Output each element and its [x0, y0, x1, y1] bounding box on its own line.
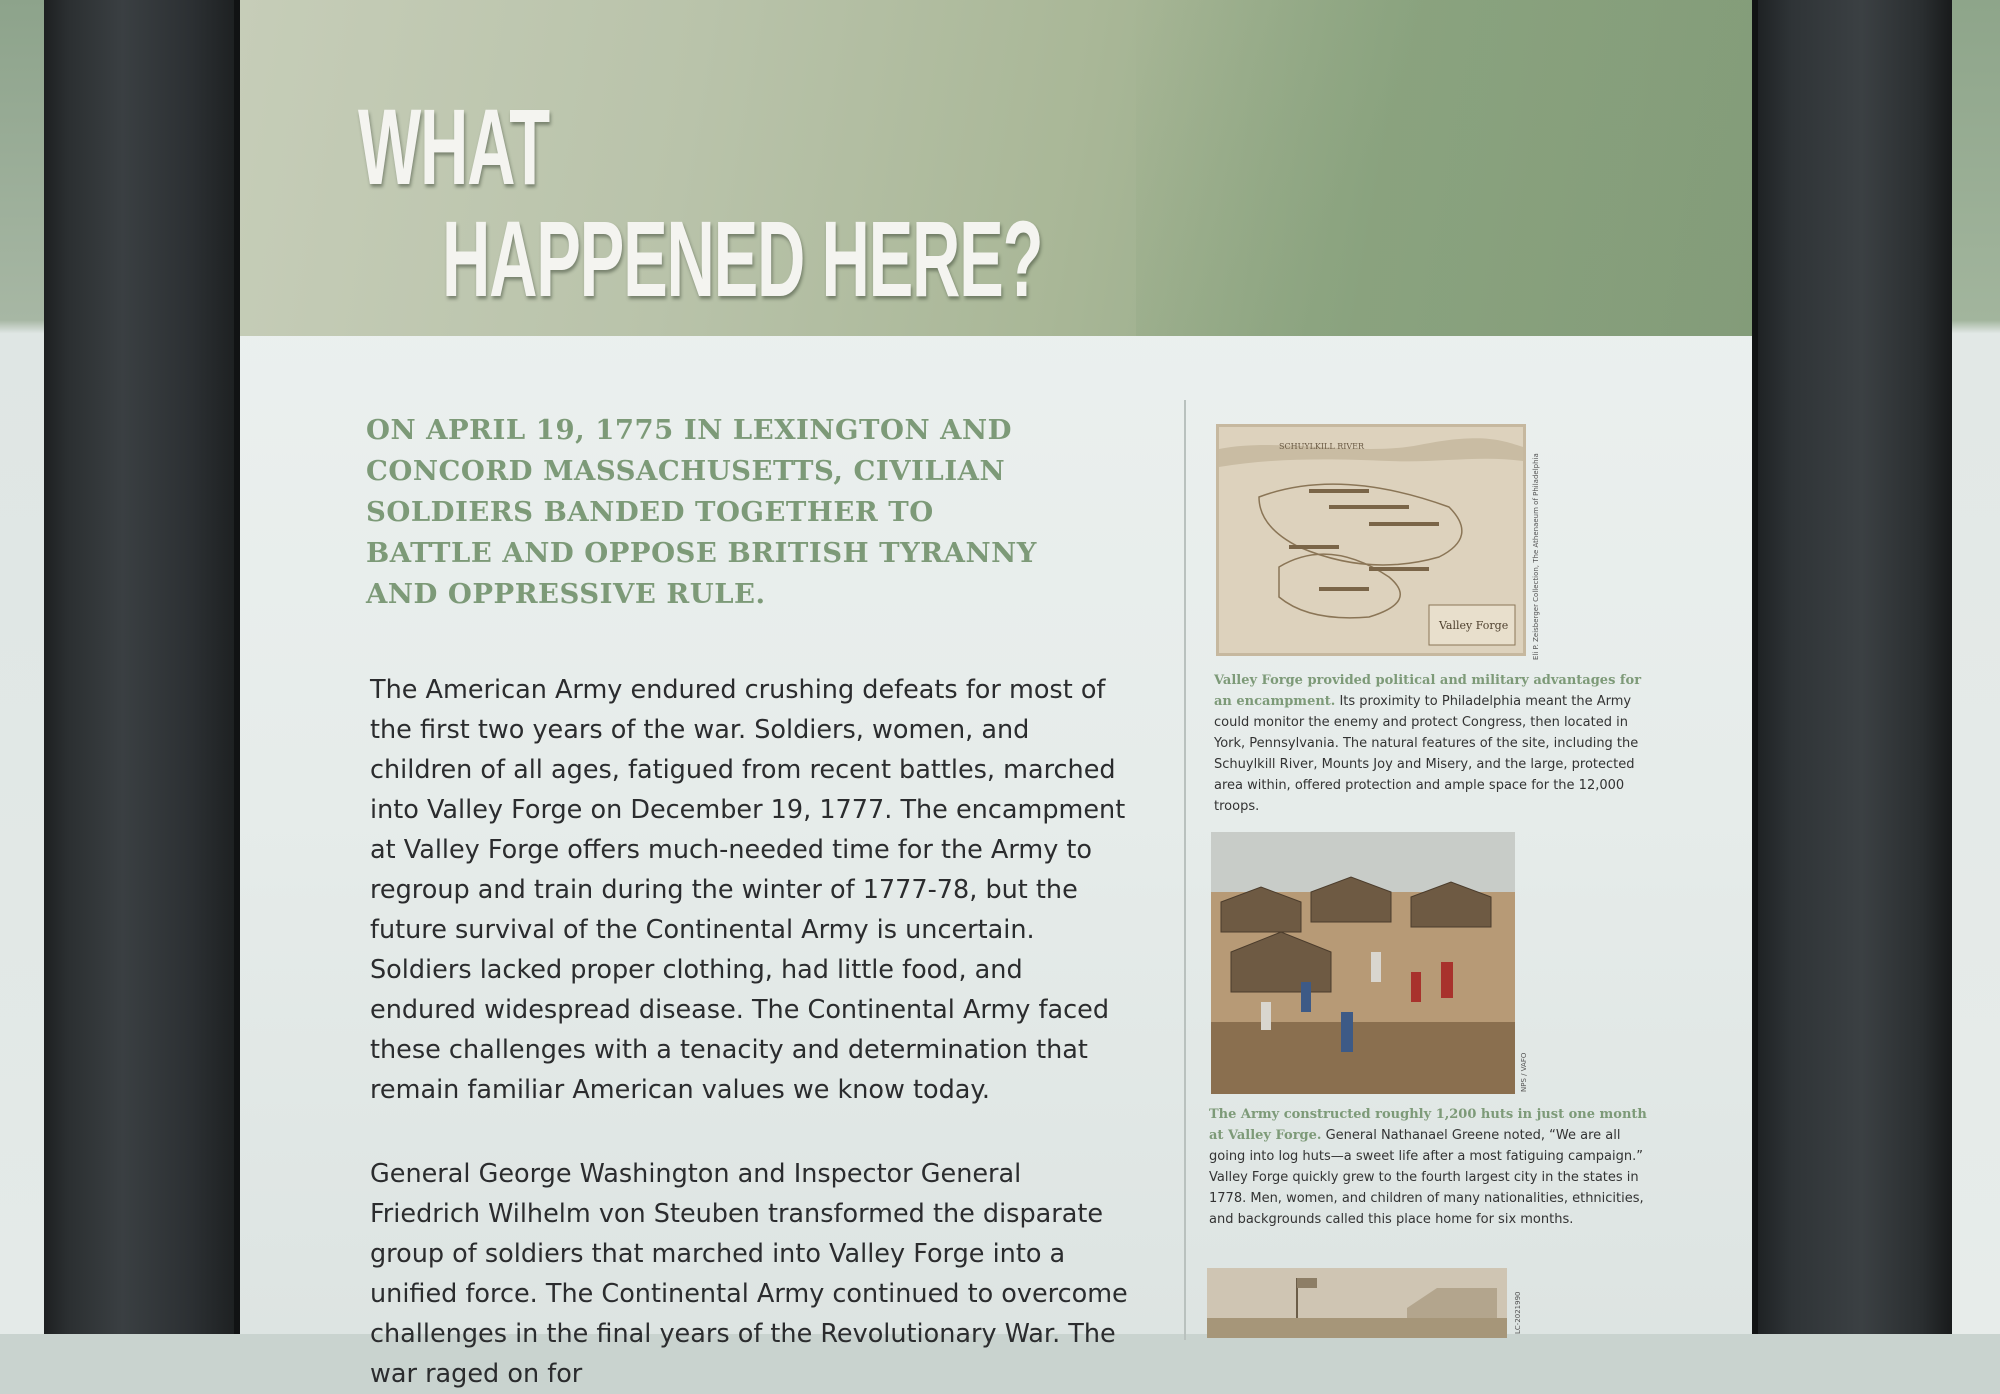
camp-credit: NPS / VAFO [1520, 1052, 1528, 1092]
map-cartouche-title: Valley Forge [1439, 619, 1509, 632]
map-illustration [1219, 427, 1523, 653]
sign-header-band [236, 0, 1756, 336]
sketch-illustration [1207, 1268, 1507, 1338]
map-river-label: SCHUYLKILL RIVER [1279, 442, 1365, 451]
intro-statement: ON APRIL 19, 1775 IN LEXINGTON AND CONCORD MASSACHUSETTS, CIVILIAN SOLDIERS BANDED TOGETHER TO BATTLE AND OPPOSE BRITISH TYRANNY AND OPPRESSIVE RULE. [366, 414, 1037, 610]
map-caption-lead: Valley Forge provided political and military advantages for an encampment. [1214, 673, 1642, 709]
log-huts-painting-image [1211, 832, 1515, 1094]
interpretive-sign-panel [236, 0, 1756, 1389]
body-paragraph-1: The American Army endured crushing defeats for most of the first two years of the war. Soldiers, women, and children of all ages, fatigued from recent battles, marched into Valley Forge on December 19, 1777. The encampment at Valley Forge offers much-needed time for the Army to regroup and train during the winter of 1777-78, but the future survival of the Continental Army is uncertain. Soldiers lacked proper clothing, had little food, and endured widespread disease. The Continental Army faced these challenges with a tenacity and determination that remain familiar American values we know today. [370, 675, 1126, 1105]
map-credit: Eli P. Zeisberger Collection, The Athenaeum of Philadelphia [1532, 453, 1540, 660]
sign-frame-post-right [1752, 0, 1952, 1334]
sign-title-line-2: HAPPENED HERE? [442, 198, 1043, 319]
camp-illustration [1211, 832, 1515, 1094]
camp-caption [1209, 1104, 1649, 1230]
map-caption [1214, 670, 1654, 817]
map-caption-body: Its proximity to Philadelphia meant the Army could monitor the enemy and protect Congress, then located in York, Pennsylvania. The natural features of the site, including the Schuylkill River, Mounts Joy and Misery, and the large, protected area within, offered protection and ample space for the 12,000 troops. [1214, 694, 1639, 814]
valley-forge-map-image [1216, 424, 1526, 656]
column-divider [1184, 400, 1186, 1340]
encampment-sketch-image [1207, 1268, 1507, 1338]
sign-title-line-1: WHAT [358, 86, 549, 207]
sketch-credit: LC-2021990 [1514, 1291, 1522, 1334]
camp-caption-body: General Nathanael Greene noted, “We are all going into log huts—a sweet life after a most fatiguing campaign.” Valley Forge quickly grew to the fourth largest city in the states in 1778. Men, women, and children of many nationalities, ethnicities, and backgrounds called this place home for six months. [1209, 1128, 1644, 1227]
sign-frame-post-left [44, 0, 240, 1334]
camp-caption-lead: The Army constructed roughly 1,200 huts in just one month at Valley Forge. [1209, 1107, 1647, 1143]
body-paragraph-2: General George Washington and Inspector General Friedrich Wilhelm von Steuben transformed the disparate group of soldiers that marched into Valley Forge into a unified force. The Continental Army continued to overcome challenges in the final years of the Revolutionary War. The war raged on for [370, 1159, 1128, 1389]
